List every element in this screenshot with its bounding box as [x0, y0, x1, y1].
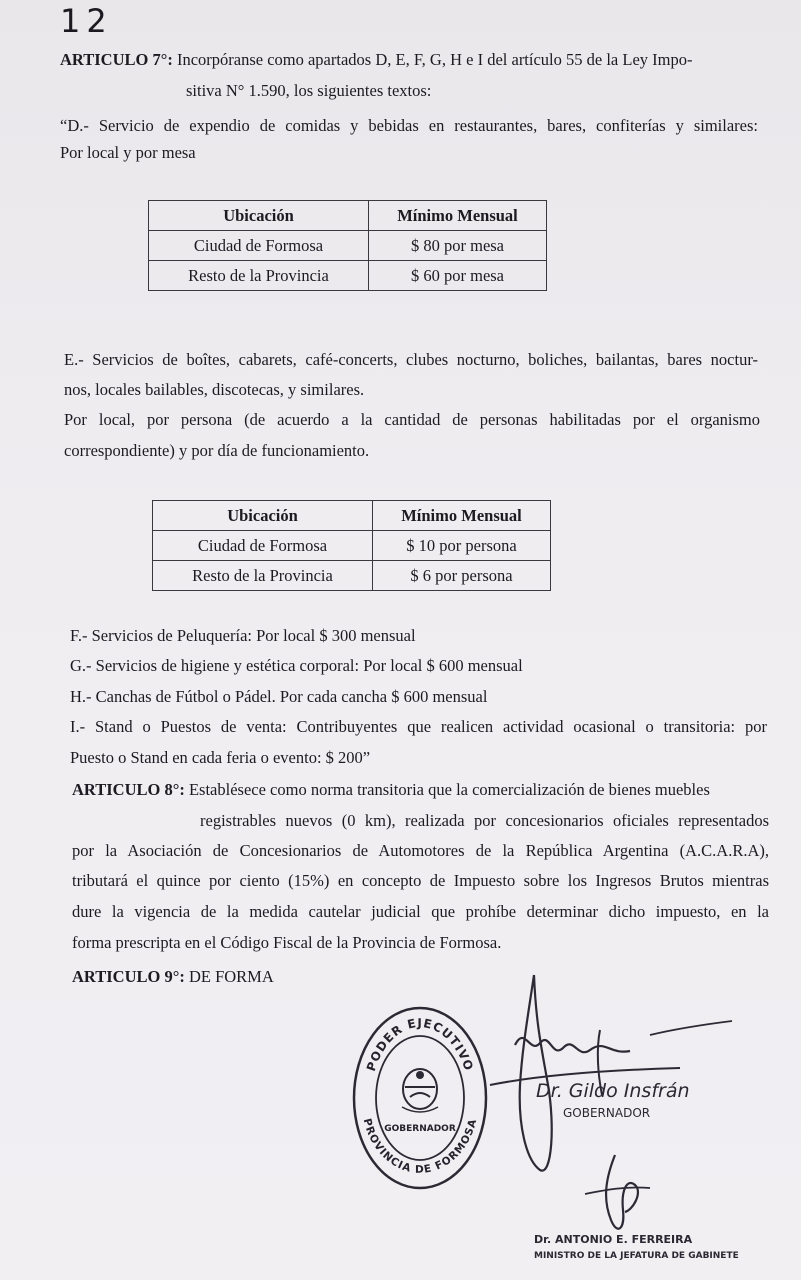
- table-e-header-row: [153, 501, 551, 531]
- table-e-header-minimum: Mínimo Mensual: [373, 501, 551, 531]
- table-d: [148, 200, 547, 291]
- article-9-label: ARTICULO 9°:: [72, 967, 185, 986]
- section-e-line2: nos, locales bailables, discotecas, y similares.: [64, 380, 365, 399]
- article-8-text-1: Establésece como norma transitoria que la comercialización de bienes muebles: [188, 780, 710, 799]
- table-d-header-minimum: Mínimo Mensual: [369, 201, 547, 231]
- table-row: [153, 531, 551, 561]
- table-row: [153, 561, 551, 591]
- minister-title: MINISTRO DE LA JEFATURA DE GABINETE: [534, 1251, 739, 1261]
- section-i-line2: Puesto o Stand en cada feria o evento: $ 200”: [70, 748, 371, 767]
- table-e-header-location: Ubicación: [153, 501, 373, 531]
- article-8-text-2: registrables nuevos (0 km), realizada por concesionarios oficiales representados: [200, 811, 769, 830]
- article-8-line1: [72, 780, 710, 800]
- article-8-label: ARTICULO 8°:: [72, 780, 185, 799]
- seal-bottom-text: PROVINCIA DE FORMOSA: [360, 1117, 480, 1176]
- table-row: [149, 261, 547, 291]
- section-d-line1: “D.- Servicio de expendio de comidas y bebidas en restaurantes, bares, confiterías y similares:: [60, 116, 758, 135]
- page-number: 12: [60, 2, 113, 40]
- table-d-cell: $ 60 por mesa: [369, 261, 547, 291]
- official-seal: [350, 1003, 490, 1193]
- table-d-cell: $ 80 por mesa: [369, 231, 547, 261]
- section-i-line1: I.- Stand o Puestos de venta: Contribuyentes que realicen actividad ocasional o transitoria: por: [70, 717, 767, 736]
- table-row: [149, 231, 547, 261]
- table-e-cell: Ciudad de Formosa: [153, 531, 373, 561]
- table-e: [152, 500, 551, 591]
- article-9: [72, 967, 274, 987]
- article-9-text: DE FORMA: [188, 967, 274, 986]
- section-e-line3: Por local, por persona (de acuerdo a la cantidad de personas habilitadas por el organismo: [64, 410, 760, 429]
- handwritten-signature-minister: [575, 1150, 665, 1240]
- governor-title: GOBERNADOR: [563, 1106, 651, 1120]
- section-f: F.- Servicios de Peluquería: Por local $ 300 mensual: [70, 626, 416, 645]
- article-8-text-4: tributará el quince por ciento (15%) en concepto de Impuesto sobre los Ingresos Brutos mientras: [72, 871, 769, 890]
- section-g: G.- Servicios de higiene y estética corporal: Por local $ 600 mensual: [70, 656, 523, 675]
- governor-name: Dr. Gildo Insfrán: [536, 1080, 690, 1102]
- seal-top-text: PODER EJECUTIVO: [363, 1016, 477, 1073]
- coat-of-arms-icon: [402, 1069, 438, 1112]
- article-8-text-6: forma prescripta en el Código Fiscal de la Provincia de Formosa.: [72, 933, 502, 952]
- table-e-cell: $ 6 por persona: [373, 561, 551, 591]
- table-d-header-location: Ubicación: [149, 201, 369, 231]
- table-d-cell: Ciudad de Formosa: [149, 231, 369, 261]
- table-d-cell: Resto de la Provincia: [149, 261, 369, 291]
- section-e-line4: correspondiente) y por día de funcionamiento.: [64, 441, 370, 460]
- seal-center-text: GOBERNADOR: [384, 1124, 456, 1134]
- table-e-cell: Resto de la Provincia: [153, 561, 373, 591]
- article-7-text-2: sitiva N° 1.590, los siguientes textos:: [186, 81, 432, 100]
- article-8-text-3: por la Asociación de Concesionarios de Automotores de la República Argentina (A.C.A.R.A),: [72, 841, 769, 860]
- section-h: H.- Canchas de Fútbol o Pádel. Por cada cancha $ 600 mensual: [70, 687, 488, 706]
- table-d-header-row: [149, 201, 547, 231]
- article-7-label: ARTICULO 7°:: [60, 50, 173, 69]
- section-e-line1: E.- Servicios de boîtes, cabarets, café-concerts, clubes nocturno, boliches, bailantas, bares noctur-: [64, 350, 758, 369]
- article-7-text-1: Incorpóranse como apartados D, E, F, G, H e I del artículo 55 de la Ley Impo-: [176, 50, 693, 69]
- article-7-line1: [60, 50, 692, 70]
- section-d-line2: Por local y por mesa: [60, 143, 196, 162]
- minister-name: Dr. ANTONIO E. FERREIRA: [534, 1233, 693, 1246]
- table-e-cell: $ 10 por persona: [373, 531, 551, 561]
- article-8-text-5: dure la vigencia de la medida cautelar judicial que prohíbe determinar dicho impuesto, en la: [72, 902, 769, 921]
